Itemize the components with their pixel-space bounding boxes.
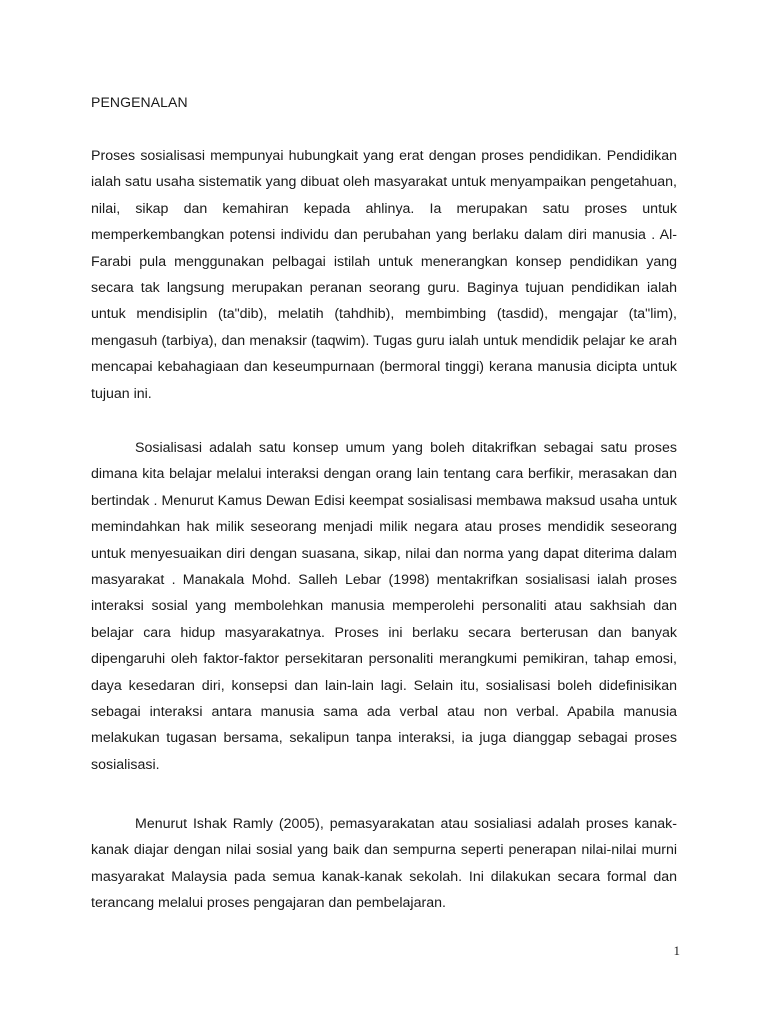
paragraph-socialization-definition: Sosialisasi adalah satu konsep umum yang boleh ditakrifkan sebagai satu proses dimana kita belajar melalui interaksi dengan orang lain tentang cara berfikir, merasakan dan bertindak . Menurut Kamus Dewan Edisi keempat sosialisasi membawa maksud usaha untuk memindahkan hak milik seseorang menjadi milik negara atau proses mendidik seseorang untuk menyesuaikan diri dengan suasana, sikap, nilai dan norma yang dapat diterima dalam masyarakat . Manakala Mohd. Salleh Lebar (1998) mentakrifkan sosialisasi ialah proses interaksi sosial yang membolehkan manusia memperolehi personaliti atau sakhsiah dan belajar cara hidup masyarakatnya. Proses ini berlaku secara berterusan dan banyak dipengaruhi oleh faktor-faktor persekitaran personaliti merangkumi pemikiran, tahap emosi, daya kesedaran diri, konsepsi dan lain-lain lagi. Selain itu, sosialisasi boleh didefinisikan sebagai interaksi antara manusia sama ada verbal atau non verbal. Apabila manusia melakukan tugasan bersama, sekalipun tanpa interaksi, ia juga dianggap sebagai proses sosialisasi. bbox=[91, 440, 677, 773]
paragraph-ishak-ramly: Menurut Ishak Ramly (2005), pemasyarakatan atau sosialiasi adalah proses kanak-kanak diajar dengan nilai sosial yang baik dan sempurna seperti penerapan nilai-nilai murni masyarakat Malaysia pada semua kanak-kanak sekolah. Ini dilakukan secara formal dan terancang melalui proses pengajaran dan pembelajaran. bbox=[91, 816, 677, 912]
page-number: 1 bbox=[673, 943, 680, 958]
paragraph-introduction: Proses sosialisasi mempunyai hubungkait yang erat dengan proses pendidikan. Pendidikan ialah satu usaha sistematik yang dibuat oleh masyarakat untuk menyampaikan pengetahuan, nilai, sikap dan kemahiran kepada ahlinya. Ia merupakan satu proses untuk memperkembangkan potensi individu dan perubahan yang berlaku dalam diri manusia . Al-Farabi pula menggunakan pelbagai istilah untuk menerangkan konsep pendidikan yang secara tak langsung merupakan peranan seorang guru. Baginya tujuan pendidikan ialah untuk mendisiplin (ta"dib), melatih (tahdhib), membimbing (tasdid), mengajar (ta"lim), mengasuh (tarbiya), dan menaksir (taqwim). Tugas guru ialah untuk mendidik pelajar ke arah mencapai kebahagiaan dan keseumpurnaan (bermoral tinggi) kerana manusia dicipta untuk tujuan ini. bbox=[91, 148, 677, 402]
section-heading: PENGENALAN bbox=[91, 94, 188, 110]
